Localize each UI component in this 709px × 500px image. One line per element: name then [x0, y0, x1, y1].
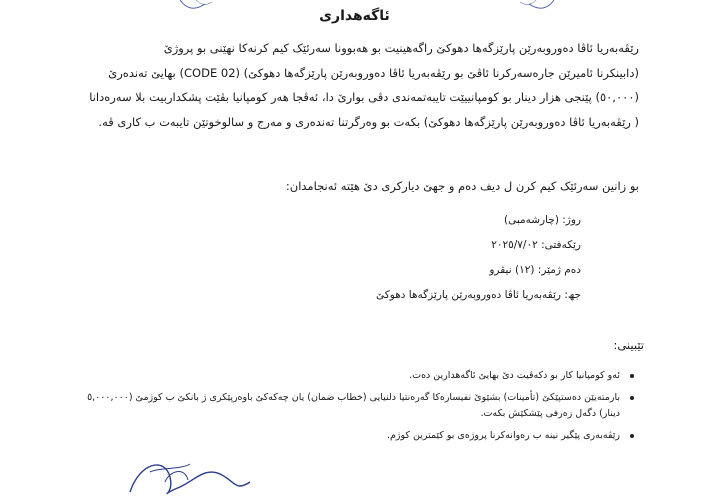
- paragraph-line-3: (٥٠,٠٠٠) پێنجی هزار دینار بو کومپانییێت تایبەتمەندی دڤی بوارێ دا، ئەڤجا هەر کومپانیا بڤێت پشکداربیت بلا سەرەدانا: [89, 90, 639, 104]
- detail-location: جھ: رێڤەبەریا ئاڤا دەوروبەرێن پارێزگەها دهوکێ: [376, 289, 581, 301]
- announcement-paragraph: [69, 36, 639, 134]
- detail-day: روژ: (چارشەمبی): [503, 214, 581, 226]
- detail-date: رێکەفتی: ٢٠٢٥/٧/٠٢: [491, 239, 581, 251]
- schedule-intro: بو زانین سەرئێک کیم کرن ل دیف دەم و جهێ دیارکری دێ هێتە ئەنجامدان:: [285, 179, 639, 193]
- detail-time: دەم ژمێر: (١٢) نیڤرو: [489, 264, 581, 276]
- paragraph-line-1: رێڤەبەریا ئاڤا دەوروبەرێن پارێزگەها دهوکێ راگەهینیت بو هەبوونا سەرئێک کیم کرنەکا نهێنی بو پروژێ: [163, 41, 639, 55]
- note-item: رێڤەبەری پێگیر نینە ب رەوانەکرنا پروژەی بو کێمترین کوژم.: [79, 428, 634, 444]
- notes-list: [79, 368, 634, 450]
- document-title: ئاگەهداری: [319, 8, 390, 24]
- notes-title: تێبینی:: [613, 338, 644, 352]
- handwritten-signature: [110, 452, 260, 500]
- note-item: بارمتەیێن دەستپێکێ (تأمینات) بشێوێ نفیسارەکا گەرەنتیا دلنیایی (خطاب ضمان) یان چەکەکێ باوەرپێکری ژ بانکێ ب کوژمێ (٥,٠٠٠,٠٠٠ دینار) دگەل زەرفی پێشکێش بکەت.: [79, 390, 634, 422]
- schedule-details: [376, 214, 581, 314]
- paragraph-line-4: ( رێڤەبەریا ئاڤا دەوروبەرێن پارێزگەها دهوکێ) بکەت بو وەرگرتنا تەندەری و مەرج و سالوخوتێن تایبەت ب کاری ڤە.: [98, 114, 639, 129]
- paragraph-line-2: (دابینکرنا ئامیرێن جارەسەرکرنا ئاڤێ بو رێڤەبەریا ئاڤا دەوروبەرێن پارێزگەها دهوکێ) (CODE 02) بهایێ تەندەرێ: [108, 65, 639, 80]
- note-item: ئەو کومپانیا کار بو دکەڤیت دێ بهایێ ئاگەهدارین دەت.: [79, 368, 634, 384]
